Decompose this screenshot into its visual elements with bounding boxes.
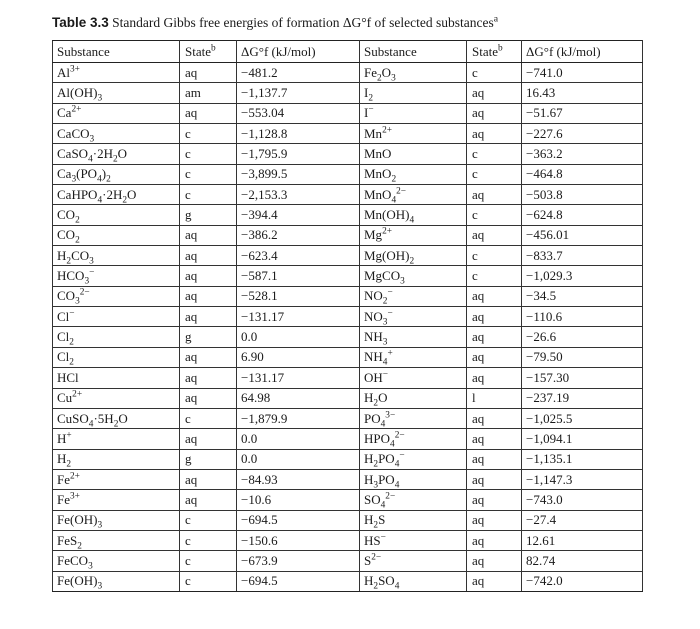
state-cell: aq: [467, 490, 522, 510]
header-dg: ΔG°f (kJ/mol): [237, 41, 360, 63]
substance-cell: MnO: [360, 144, 467, 164]
dg-cell: −694.5: [237, 510, 360, 530]
dg-cell: 12.61: [522, 530, 643, 550]
state-cell: aq: [467, 327, 522, 347]
substance-cell: FeCO$_3$: [53, 551, 180, 571]
dg-cell: −743.0: [522, 490, 643, 510]
table-row: [53, 266, 643, 286]
header-state-mark: b: [211, 43, 216, 54]
table-row: [53, 246, 643, 266]
caption-footnote-mark: a: [493, 13, 499, 25]
substance-cell: $CuSO_4\cdot 5H_2O$: [53, 408, 180, 428]
substance-cell: $NH_4^+$: [360, 347, 467, 367]
dg-cell: −394.4: [237, 205, 360, 225]
dg-cell: −553.04: [237, 103, 360, 123]
dg-cell: 64.98: [237, 388, 360, 408]
state-cell: aq: [467, 83, 522, 103]
dg-cell: −131.17: [237, 368, 360, 388]
substance-cell: $I_2$: [360, 83, 467, 103]
state-cell: l: [467, 388, 522, 408]
table-row: [53, 286, 643, 306]
state-cell: aq: [467, 286, 522, 306]
state-cell: aq: [180, 429, 237, 449]
dg-cell: −227.6: [522, 124, 643, 144]
table-row: [53, 368, 643, 388]
substance-cell: $Fe(OH)_3$: [53, 571, 180, 591]
substance-cell: $HCO_3^-$: [53, 266, 180, 286]
state-cell: aq: [180, 246, 237, 266]
dg-cell: 0.0: [237, 327, 360, 347]
state-cell: c: [180, 571, 237, 591]
state-cell: c: [467, 63, 522, 83]
dg-cell: −150.6: [237, 530, 360, 550]
table-body: [53, 63, 643, 592]
state-cell: aq: [467, 124, 522, 144]
state-cell: c: [467, 266, 522, 286]
substance-cell: HS−: [360, 530, 467, 550]
dg-cell: −456.01: [522, 225, 643, 245]
substance-cell: $NH_3$: [360, 327, 467, 347]
state-cell: aq: [180, 388, 237, 408]
substance-cell: HCl: [53, 368, 180, 388]
dg-cell: 6.90: [237, 347, 360, 367]
dg-cell: −587.1: [237, 266, 360, 286]
substance-cell: $NO_3^-$: [360, 307, 467, 327]
table-row: [53, 408, 643, 428]
substance-cell: $Ca_3(PO_4)_2$: [53, 164, 180, 184]
dg-cell: −27.4: [522, 510, 643, 530]
substance-cell: $Fe^{2+}$: [53, 469, 180, 489]
dg-cell: −1,029.3: [522, 266, 643, 286]
state-cell: c: [467, 164, 522, 184]
state-cell: g: [180, 327, 237, 347]
table-row: [53, 388, 643, 408]
dg-cell: −1,135.1: [522, 449, 643, 469]
state-cell: g: [180, 449, 237, 469]
dg-cell: −528.1: [237, 286, 360, 306]
substance-cell: $Cl_2$: [53, 327, 180, 347]
dg-cell: −1,147.3: [522, 469, 643, 489]
substance-cell: $H_2$: [53, 449, 180, 469]
dg-cell: −694.5: [237, 571, 360, 591]
substance-cell: $S^{2-}$: [360, 551, 467, 571]
state-cell: aq: [467, 449, 522, 469]
dg-cell: −2,153.3: [237, 185, 360, 205]
substance-cell: $PO_4^{3-}$: [360, 408, 467, 428]
state-cell: c: [180, 164, 237, 184]
substance-cell: $H_2CO_3$: [53, 246, 180, 266]
substance-cell: $Cl_2$: [53, 347, 180, 367]
substance-cell: $HPO_4^{2-}$: [360, 429, 467, 449]
dg-cell: −1,094.1: [522, 429, 643, 449]
state-cell: aq: [180, 469, 237, 489]
dg-cell: −833.7: [522, 246, 643, 266]
state-cell: aq: [180, 368, 237, 388]
state-cell: g: [180, 205, 237, 225]
substance-cell: $Mn(OH)_4$: [360, 205, 467, 225]
dg-cell: −673.9: [237, 551, 360, 571]
substance-cell: MgCO$_3$: [360, 266, 467, 286]
dg-cell: −464.8: [522, 164, 643, 184]
state-cell: c: [180, 510, 237, 530]
dg-cell: −623.4: [237, 246, 360, 266]
state-cell: aq: [467, 469, 522, 489]
table-row: [53, 530, 643, 550]
table-row: [53, 510, 643, 530]
dg-cell: −363.2: [522, 144, 643, 164]
substance-cell: $CO_2$: [53, 225, 180, 245]
state-cell: aq: [467, 551, 522, 571]
state-cell: aq: [467, 103, 522, 123]
dg-cell: −1,879.9: [237, 408, 360, 428]
dg-cell: −84.93: [237, 469, 360, 489]
dg-cell: −157.30: [522, 368, 643, 388]
table-caption: [52, 10, 652, 36]
substance-cell: $Fe(OH)_3$: [53, 510, 180, 530]
state-cell: aq: [180, 266, 237, 286]
header-row: [53, 41, 643, 63]
substance-cell: $Ca^{2+}$: [53, 103, 180, 123]
caption-text: Standard Gibbs free energies of formation ΔG°f of selected substances: [112, 15, 494, 30]
state-cell: aq: [467, 530, 522, 550]
table-row: [53, 449, 643, 469]
dg-cell: −1,137.7: [237, 83, 360, 103]
header-substance: Substance: [53, 41, 180, 63]
dg-cell: −3,899.5: [237, 164, 360, 184]
dg-cell: −481.2: [237, 63, 360, 83]
state-cell: aq: [180, 286, 237, 306]
table-row: [53, 347, 643, 367]
dg-cell: −110.6: [522, 307, 643, 327]
substance-cell: $NO_2^-$: [360, 286, 467, 306]
header-state-label: State: [185, 43, 211, 59]
table-row: [53, 103, 643, 123]
state-cell: c: [180, 551, 237, 571]
dg-cell: −34.5: [522, 286, 643, 306]
table-row: [53, 124, 643, 144]
dg-cell: 16.43: [522, 83, 643, 103]
state-cell: c: [180, 408, 237, 428]
gibbs-energy-table: [52, 40, 643, 592]
state-cell: aq: [180, 490, 237, 510]
dg-cell: −26.6: [522, 327, 643, 347]
substance-cell: $Fe_2O_3$: [360, 63, 467, 83]
substance-cell: $H_2O$: [360, 388, 467, 408]
state-cell: aq: [180, 103, 237, 123]
dg-cell: −742.0: [522, 571, 643, 591]
state-cell: aq: [467, 408, 522, 428]
table-row: [53, 490, 643, 510]
substance-cell: $CaHPO_4\cdot 2H_2O$: [53, 185, 180, 205]
header-state: [467, 41, 522, 63]
state-cell: aq: [467, 185, 522, 205]
substance-cell: $CaSO_4\cdot 2H_2O$: [53, 144, 180, 164]
state-cell: aq: [467, 510, 522, 530]
header-dg: ΔG°f (kJ/mol): [522, 41, 643, 63]
state-cell: aq: [467, 347, 522, 367]
dg-cell: 82.74: [522, 551, 643, 571]
dg-cell: 0.0: [237, 429, 360, 449]
state-cell: aq: [467, 429, 522, 449]
substance-cell: $CO_2$: [53, 205, 180, 225]
table-row: [53, 571, 643, 591]
dg-cell: −79.50: [522, 347, 643, 367]
dg-cell: −386.2: [237, 225, 360, 245]
substance-cell: $Mg(OH)_2$: [360, 246, 467, 266]
state-cell: aq: [467, 571, 522, 591]
substance-cell: H+: [53, 429, 180, 449]
state-cell: aq: [467, 225, 522, 245]
state-cell: c: [180, 124, 237, 144]
state-cell: aq: [467, 368, 522, 388]
substance-cell: $Mn^{2+}$: [360, 124, 467, 144]
state-cell: c: [180, 530, 237, 550]
substance-cell: $Al^{3+}$: [53, 63, 180, 83]
substance-cell: $CO_3^{2-}$: [53, 286, 180, 306]
table-row: [53, 551, 643, 571]
substance-cell: $Cu^{2+}$: [53, 388, 180, 408]
state-cell: aq: [180, 63, 237, 83]
substance-cell: CaCO$_3$: [53, 124, 180, 144]
dg-cell: −1,128.8: [237, 124, 360, 144]
table-row: [53, 185, 643, 205]
state-cell: c: [467, 205, 522, 225]
substance-cell: $Al(OH)_3$: [53, 83, 180, 103]
state-cell: aq: [180, 307, 237, 327]
dg-cell: −10.6: [237, 490, 360, 510]
substance-cell: $Fe^{3+}$: [53, 490, 180, 510]
dg-cell: 0.0: [237, 449, 360, 469]
substance-cell: I−: [360, 103, 467, 123]
substance-cell: FeS$_2$: [53, 530, 180, 550]
table-row: [53, 429, 643, 449]
header-state-label: State: [472, 43, 498, 59]
state-cell: c: [467, 246, 522, 266]
header-state: [180, 41, 237, 63]
substance-cell: $Mg^{2+}$: [360, 225, 467, 245]
table-row: [53, 63, 643, 83]
dg-cell: −237.19: [522, 388, 643, 408]
table-row: [53, 83, 643, 103]
state-cell: aq: [180, 347, 237, 367]
dg-cell: −503.8: [522, 185, 643, 205]
substance-cell: $SO_4^{2-}$: [360, 490, 467, 510]
substance-cell: $H_3PO_4$: [360, 469, 467, 489]
dg-cell: −1,795.9: [237, 144, 360, 164]
state-cell: aq: [467, 307, 522, 327]
table-row: [53, 469, 643, 489]
table-row: [53, 327, 643, 347]
header-state-mark: b: [498, 43, 503, 54]
state-cell: c: [180, 185, 237, 205]
dg-cell: −131.17: [237, 307, 360, 327]
header-substance: Substance: [360, 41, 467, 63]
table-row: [53, 144, 643, 164]
table-row: [53, 205, 643, 225]
substance-cell: MnO$_4^{2-}$: [360, 185, 467, 205]
substance-cell: $H_2S$: [360, 510, 467, 530]
dg-cell: −624.8: [522, 205, 643, 225]
dg-cell: −1,025.5: [522, 408, 643, 428]
state-cell: am: [180, 83, 237, 103]
substance-cell: $H_2PO_4^-$: [360, 449, 467, 469]
substance-cell: MnO$_2$: [360, 164, 467, 184]
dg-cell: −51.67: [522, 103, 643, 123]
substance-cell: Cl−: [53, 307, 180, 327]
table-row: [53, 307, 643, 327]
state-cell: c: [180, 144, 237, 164]
table-row: [53, 164, 643, 184]
table-number: Table 3.3: [52, 15, 109, 30]
state-cell: aq: [180, 225, 237, 245]
table-row: [53, 225, 643, 245]
substance-cell: OH−: [360, 368, 467, 388]
substance-cell: $H_2SO_4$: [360, 571, 467, 591]
state-cell: c: [467, 144, 522, 164]
dg-cell: −741.0: [522, 63, 643, 83]
